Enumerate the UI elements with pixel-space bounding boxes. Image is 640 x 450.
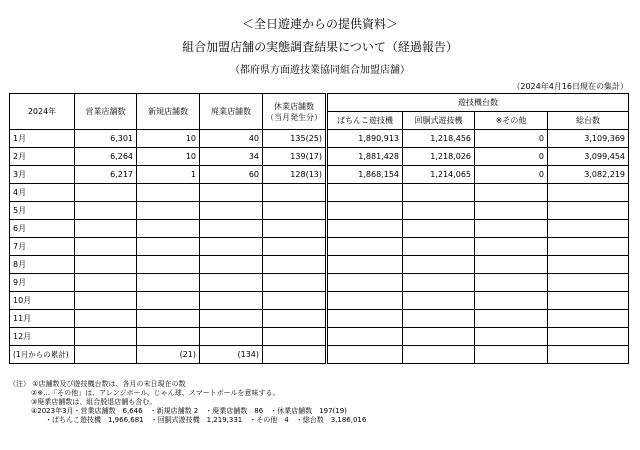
notes bbox=[9, 380, 366, 425]
total-cell bbox=[548, 238, 629, 256]
new-cell bbox=[137, 202, 200, 220]
total-cell bbox=[548, 328, 629, 346]
new-cell bbox=[137, 292, 200, 310]
month-cell: 2月 bbox=[10, 148, 75, 166]
table-row bbox=[10, 310, 629, 328]
pachinko-cell: 1,868,154 bbox=[327, 166, 403, 184]
total-cell bbox=[548, 256, 629, 274]
note-2: ②※…「その他」は、アレンジボール、じゃん球、スマートボールを意味する。 bbox=[31, 389, 280, 397]
closed-cell: 34 bbox=[200, 148, 263, 166]
pachinko-cell bbox=[327, 274, 403, 292]
operating-cell: 6,301 bbox=[75, 130, 137, 148]
operating-cell bbox=[75, 292, 137, 310]
suspended-cell bbox=[263, 310, 327, 328]
header-operating: 営業店舗数 bbox=[75, 94, 137, 130]
closed-cell bbox=[200, 184, 263, 202]
suspended-cell bbox=[263, 220, 327, 238]
slot-cell bbox=[403, 202, 475, 220]
month-cell: 8月 bbox=[10, 256, 75, 274]
cumulative-total bbox=[548, 346, 629, 364]
note-3: ③廃業店舗数は、組合脱退店舗も含む。 bbox=[31, 398, 157, 406]
header-machines-group: 遊技機台数 bbox=[327, 94, 629, 112]
note-4: ④2023年3月・営業店舗数 6,646 ・新規店舗数 2 ・廃業店舗数 86 ・休業店舗数 197(19) bbox=[31, 407, 347, 415]
new-cell bbox=[137, 328, 200, 346]
note-5: ・ぱちんこ遊技機 1,966,681 ・回胴式遊技機 1,219,331 ・その他 4 ・総台数 3,186,016 bbox=[45, 416, 367, 424]
table-row bbox=[10, 274, 629, 292]
total-cell bbox=[548, 310, 629, 328]
slot-cell: 1,218,456 bbox=[403, 130, 475, 148]
total-cell: 3,099,454 bbox=[548, 148, 629, 166]
operating-cell bbox=[75, 274, 137, 292]
month-cell: 7月 bbox=[10, 238, 75, 256]
operating-cell bbox=[75, 202, 137, 220]
header-suspended-line2: （当月発生分） bbox=[266, 112, 322, 122]
table-row bbox=[10, 256, 629, 274]
month-cell: 5月 bbox=[10, 202, 75, 220]
closed-cell bbox=[200, 310, 263, 328]
closed-cell bbox=[200, 292, 263, 310]
total-cell: 3,109,369 bbox=[548, 130, 629, 148]
closed-cell bbox=[200, 256, 263, 274]
new-cell bbox=[137, 220, 200, 238]
other-cell: 0 bbox=[475, 166, 548, 184]
total-cell bbox=[548, 220, 629, 238]
total-cell bbox=[548, 274, 629, 292]
suspended-cell bbox=[263, 202, 327, 220]
pachinko-cell bbox=[327, 238, 403, 256]
closed-cell bbox=[200, 238, 263, 256]
slot-cell bbox=[403, 310, 475, 328]
table-row bbox=[10, 184, 629, 202]
header-total: 総台数 bbox=[548, 112, 629, 130]
suspended-cell bbox=[263, 292, 327, 310]
header-pachinko: ぱちんこ遊技機 bbox=[327, 112, 403, 130]
month-cell: 6月 bbox=[10, 220, 75, 238]
notes-label: （注） bbox=[9, 380, 30, 388]
month-cell: 4月 bbox=[10, 184, 75, 202]
total-cell bbox=[548, 292, 629, 310]
month-cell: 12月 bbox=[10, 328, 75, 346]
slot-cell bbox=[403, 292, 475, 310]
month-cell: 1月 bbox=[10, 130, 75, 148]
suspended-cell: 128(13) bbox=[263, 166, 327, 184]
suspended-cell: 139(17) bbox=[263, 148, 327, 166]
operating-cell bbox=[75, 184, 137, 202]
table-row bbox=[10, 148, 629, 166]
cumulative-suspended bbox=[263, 346, 327, 364]
table-row bbox=[10, 238, 629, 256]
header-year: 2024年 bbox=[10, 94, 75, 130]
cumulative-slot bbox=[403, 346, 475, 364]
month-cell: 10月 bbox=[10, 292, 75, 310]
pachinko-cell bbox=[327, 256, 403, 274]
closed-cell bbox=[200, 274, 263, 292]
other-cell bbox=[475, 274, 548, 292]
cumulative-closed: (134) bbox=[200, 346, 263, 364]
cumulative-new: (21) bbox=[137, 346, 200, 364]
slot-cell: 1,218,026 bbox=[403, 148, 475, 166]
cumulative-operating bbox=[75, 346, 137, 364]
pachinko-cell bbox=[327, 328, 403, 346]
pachinko-cell: 1,890,913 bbox=[327, 130, 403, 148]
slot-cell: 1,214,065 bbox=[403, 166, 475, 184]
new-cell: 1 bbox=[137, 166, 200, 184]
suspended-cell bbox=[263, 256, 327, 274]
note-1: ①店舗数及び遊技機台数は、各月の末日現在の数 bbox=[32, 380, 186, 388]
cumulative-pachinko bbox=[327, 346, 403, 364]
new-cell bbox=[137, 310, 200, 328]
cumulative-label: (1月からの累計) bbox=[10, 346, 75, 364]
slot-cell bbox=[403, 220, 475, 238]
suspended-cell bbox=[263, 238, 327, 256]
table-row bbox=[10, 130, 629, 148]
other-cell bbox=[475, 184, 548, 202]
cumulative-other bbox=[475, 346, 548, 364]
suspended-cell bbox=[263, 274, 327, 292]
header-closed: 廃業店舗数 bbox=[200, 94, 263, 130]
table-body bbox=[10, 130, 629, 364]
survey-table bbox=[9, 93, 629, 364]
closed-cell: 60 bbox=[200, 166, 263, 184]
new-cell bbox=[137, 274, 200, 292]
closed-cell bbox=[200, 328, 263, 346]
closed-cell: 40 bbox=[200, 130, 263, 148]
new-cell: 10 bbox=[137, 148, 200, 166]
pachinko-cell bbox=[327, 310, 403, 328]
document-subtitle: 組合加盟店舗の実態調査結果について（経過報告） bbox=[182, 40, 458, 54]
operating-cell bbox=[75, 310, 137, 328]
as-of-date: （2024年4月16日現在の集計） bbox=[512, 82, 628, 91]
total-cell bbox=[548, 184, 629, 202]
table-row bbox=[10, 328, 629, 346]
new-cell bbox=[137, 238, 200, 256]
operating-cell: 6,217 bbox=[75, 166, 137, 184]
slot-cell bbox=[403, 238, 475, 256]
new-cell bbox=[137, 256, 200, 274]
other-cell bbox=[475, 220, 548, 238]
table-row bbox=[10, 166, 629, 184]
pachinko-cell bbox=[327, 184, 403, 202]
table-row bbox=[10, 292, 629, 310]
document-title: ＜全日遊連からの提供資料＞ bbox=[241, 17, 398, 31]
operating-cell: 6,264 bbox=[75, 148, 137, 166]
other-cell bbox=[475, 238, 548, 256]
other-cell bbox=[475, 328, 548, 346]
suspended-cell bbox=[263, 328, 327, 346]
other-cell bbox=[475, 256, 548, 274]
total-cell: 3,082,219 bbox=[548, 166, 629, 184]
closed-cell bbox=[200, 220, 263, 238]
pachinko-cell bbox=[327, 292, 403, 310]
operating-cell bbox=[75, 220, 137, 238]
table-row bbox=[10, 202, 629, 220]
header-new: 新規店舗数 bbox=[137, 94, 200, 130]
suspended-cell bbox=[263, 184, 327, 202]
header-suspended-line1: 休業店舗数 bbox=[274, 101, 314, 111]
other-cell: 0 bbox=[475, 148, 548, 166]
operating-cell bbox=[75, 328, 137, 346]
total-cell bbox=[548, 202, 629, 220]
other-cell: 0 bbox=[475, 130, 548, 148]
pachinko-cell bbox=[327, 202, 403, 220]
slot-cell bbox=[403, 184, 475, 202]
slot-cell bbox=[403, 274, 475, 292]
month-cell: 11月 bbox=[10, 310, 75, 328]
slot-cell bbox=[403, 256, 475, 274]
cumulative-row bbox=[10, 346, 629, 364]
operating-cell bbox=[75, 238, 137, 256]
new-cell: 10 bbox=[137, 130, 200, 148]
operating-cell bbox=[75, 256, 137, 274]
header-other: ※その他 bbox=[475, 112, 548, 130]
month-cell: 9月 bbox=[10, 274, 75, 292]
other-cell bbox=[475, 310, 548, 328]
new-cell bbox=[137, 184, 200, 202]
other-cell bbox=[475, 292, 548, 310]
other-cell bbox=[475, 202, 548, 220]
table-row bbox=[10, 220, 629, 238]
header-slot: 回胴式遊技機 bbox=[403, 112, 475, 130]
month-cell: 3月 bbox=[10, 166, 75, 184]
closed-cell bbox=[200, 202, 263, 220]
document-scope: （都府県方面遊技業協同組合加盟店舗） bbox=[230, 65, 410, 76]
suspended-cell: 135(25) bbox=[263, 130, 327, 148]
slot-cell bbox=[403, 328, 475, 346]
pachinko-cell bbox=[327, 220, 403, 238]
header-suspended bbox=[263, 94, 327, 130]
pachinko-cell: 1,881,428 bbox=[327, 148, 403, 166]
